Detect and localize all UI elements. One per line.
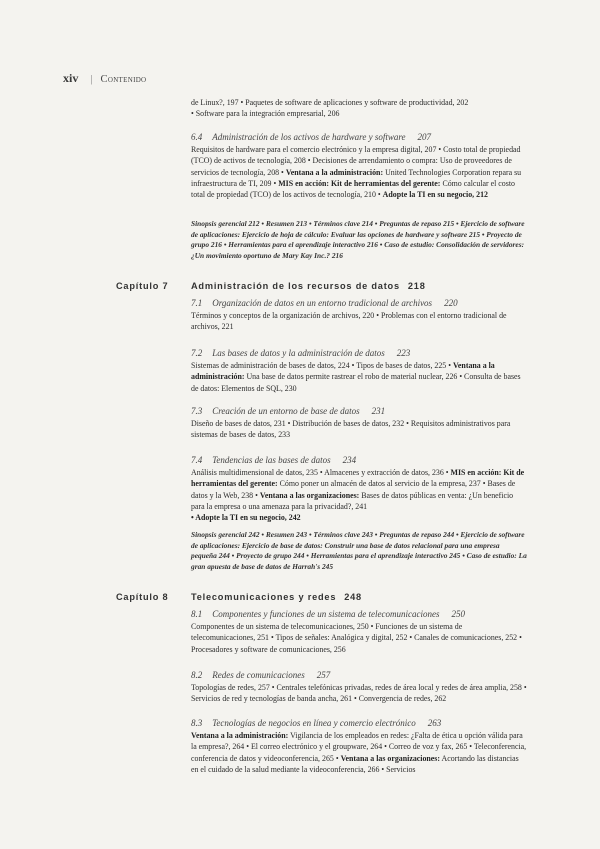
chapter-7-label: Capítulo 7 — [116, 281, 169, 291]
section-number: 6.4 — [191, 132, 203, 142]
section-heading: 8.3 Tecnologías de negocios en línea y comercio electrónico 263 — [191, 718, 442, 728]
chapter-8-title: Telecomunicaciones y redes 248 — [191, 592, 362, 602]
section-text: Requisitos de hardware para el comercio electrónico y la empresa digital, 207 • Costo total de propiedad (TCO) de activos de tecnología, 208 • Decisiones de arrendamiento o compra: Uso de proveedores de servicios de tecnología, 208 • Ventana a la administración: United Technologies Corporation repara su infraestructura de TI, 209 • MIS en acción: Kit de herramientas del gerente: Cómo calcular el costo total de propiedad (TCO) de los activos de tecnología, 210 • Adopte la TI en su negocio, 212 — [191, 145, 522, 200]
section-6-4 — [191, 132, 527, 200]
section-heading: 7.4 Tendencias de las bases de datos 234 — [191, 455, 357, 465]
section-text: Sistemas de administración de bases de datos, 224 • Tipos de bases de datos, 225 • Ventana a la administración: Una base de datos permite rastrear el robo de material nuclear, 226 • Consulta de bases de datos: Elementos de SQL, 230 — [191, 361, 521, 393]
chapter-8-page: 248 — [344, 592, 362, 602]
chapter-7-summary: Sinopsis gerencial 242 • Resumen 243 • Términos clave 243 • Preguntas de repaso 244 • Ejercicio de software de aplicaciones: Ejercicio de base de datos: Construir una base de datos relacional para una empresa pequeña 244 • Proyecto de grupo 244 • Herramientas para el aprendizaje interactivo 245 • Caso de estudio: La gran apuesta de base de datos de Harrah's 245 — [191, 530, 527, 571]
section-7-4 — [191, 455, 527, 523]
section-title: Administración de los activos de hardware y software — [212, 132, 406, 142]
toc-line: • Software para la integración empresarial, 206 — [191, 109, 340, 119]
running-title: Contenido — [100, 74, 147, 85]
chapter-7-title: Administración de los recursos de datos 218 — [191, 281, 426, 291]
section-text: Diseño de bases de datos, 231 • Distribución de bases de datos, 232 • Requisitos administrativos para sistemas de bases de datos, 233 — [191, 419, 511, 440]
section-text: Términos y conceptos de la organización de archivos, 220 • Problemas con el entorno tradicional de archivos, 221 — [191, 311, 507, 332]
toc-line: de Linux?, 197 • Paquetes de software de aplicaciones y software de productividad, 202 — [191, 98, 469, 107]
section-7-3 — [191, 406, 527, 441]
page-number: xiv — [63, 71, 79, 85]
section-heading — [191, 132, 527, 143]
section-heading: 7.2 Las bases de datos y la administración de datos 223 — [191, 348, 411, 358]
chapter-8-label: Capítulo 8 — [116, 592, 169, 602]
section-8-2 — [191, 670, 527, 705]
header-separator: | — [90, 73, 93, 85]
section-text: Análisis multidimensional de datos, 235 • Almacenes y extracción de datos, 236 • MIS en acción: Kit de herramientas del gerente: Cómo poner un almacén de datos al servicio de la empresa, 237 • Bases de datos y la Web, 238 • Ventana a las organizaciones: Bases de datos públicas en venta: ¿Un beneficio para la empresa o una amenaza para la privacidad?, 241 • Adopte la TI en su negocio, 242 — [191, 468, 525, 523]
chapter-6-summary: Sinopsis gerencial 212 • Resumen 213 • Términos clave 214 • Preguntas de repaso 215 • Ejercicio de software de aplicaciones: Ejercicio de hoja de cálculo: Evaluar las opciones de hardware y software 215 • Proyecto de grupo 216 • Herramientas para el aprendizaje interactivo 216 • Caso de estudio: Consolidación de servidores: ¿Un movimiento oportuno de Mary Kay Inc.? 216 — [191, 219, 525, 260]
section-text: Ventana a la administración: Vigilancia de los empleados en redes: ¿Falta de ética u opción válida para la empresa?, 264 • El correo electrónico y el groupware, 264 • Correo de voz y fax, 265 • Teleconferencia, conferencia de datos y videoconferencia, 265 • Ventana a las organizaciones: Acortando las distancias en el cuidado de la salud mediante la videoconferencia, 266 • Servicios — [191, 731, 527, 774]
section-7-2 — [191, 348, 527, 394]
section-8-1 — [191, 609, 527, 655]
section-text: Componentes de un sistema de telecomunicaciones, 250 • Funciones de un sistema de telecomunicaciones, 251 • Tipos de señales: Analógica y digital, 252 • Canales de comunicaciones, 252 • Procesadores y software de comunicaciones, 256 — [191, 622, 522, 654]
section-heading: 7.1 Organización de datos en un entorno tradicional de archivos 220 — [191, 298, 458, 308]
section-page: 207 — [417, 132, 431, 142]
page-header — [63, 71, 146, 86]
continued-entries — [191, 97, 527, 119]
chapter-7-page: 218 — [407, 281, 426, 291]
section-8-3 — [191, 718, 527, 775]
section-heading: 8.1 Componentes y funciones de un sistema de telecomunicaciones 250 — [191, 609, 465, 619]
section-heading: 7.3 Creación de un entorno de base de datos 231 — [191, 406, 386, 416]
section-7-1 — [191, 298, 527, 333]
section-text: Topologías de redes, 257 • Centrales telefónicas privadas, redes de área local y redes de área amplia, 258 • Servicios de red y tecnologías de banda ancha, 261 • Convergencia de redes, 262 — [191, 683, 527, 704]
section-heading: 8.2 Redes de comunicaciones 257 — [191, 670, 331, 680]
